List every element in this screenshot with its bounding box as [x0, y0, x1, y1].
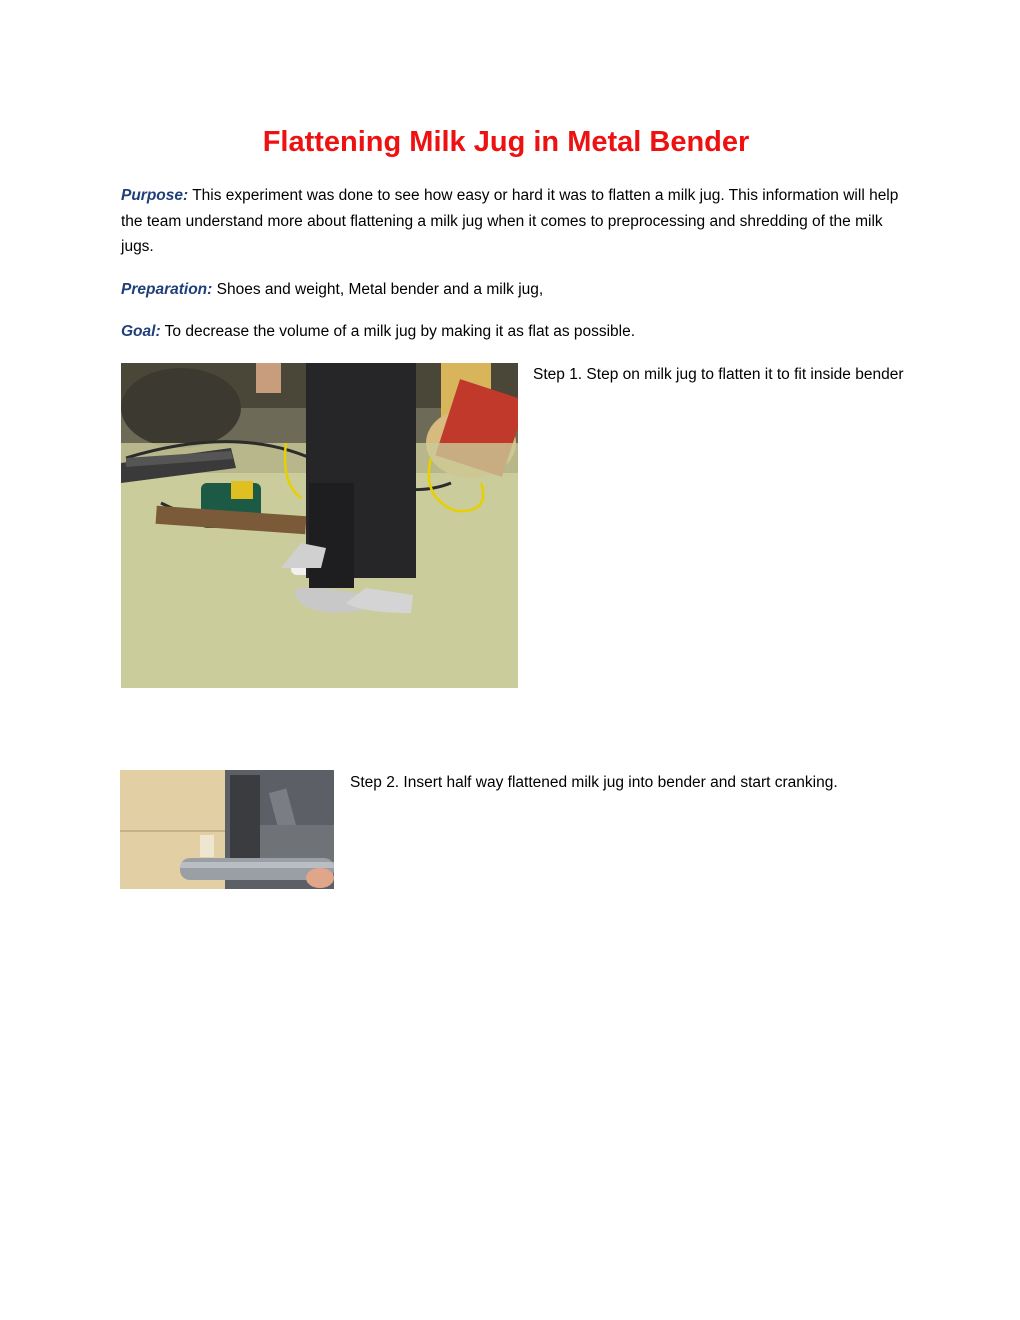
goal-label: Goal: — [121, 323, 161, 340]
step-1-photo-graphic — [121, 363, 518, 688]
step-2-photo — [120, 770, 334, 889]
preparation-paragraph — [121, 277, 906, 303]
step-1-text: Step 1. Step on milk jug to flatten it to fit inside bender — [533, 366, 904, 383]
step-1-photo — [121, 363, 518, 688]
preparation-label: Preparation: — [121, 281, 213, 298]
goal-paragraph — [121, 319, 906, 345]
step-2-photo-graphic — [120, 770, 334, 889]
preparation-text: Shoes and weight, Metal bender and a milk jug, — [212, 281, 544, 298]
purpose-label: Purpose: — [121, 187, 189, 204]
purpose-paragraph — [121, 183, 906, 260]
step-2-text: Step 2. Insert half way flattened milk jug into bender and start cranking. — [350, 774, 838, 791]
purpose-text: This experiment was done to see how easy or hard it was to flatten a milk jug. This information will help the team understand more about flattening a milk jug when it comes to preprocessing and shredding of the milk jugs. — [121, 187, 899, 255]
document-title: Flattening Milk Jug in Metal Bender — [262, 126, 750, 158]
goal-text: To decrease the volume of a milk jug by making it as flat as possible. — [160, 323, 636, 340]
